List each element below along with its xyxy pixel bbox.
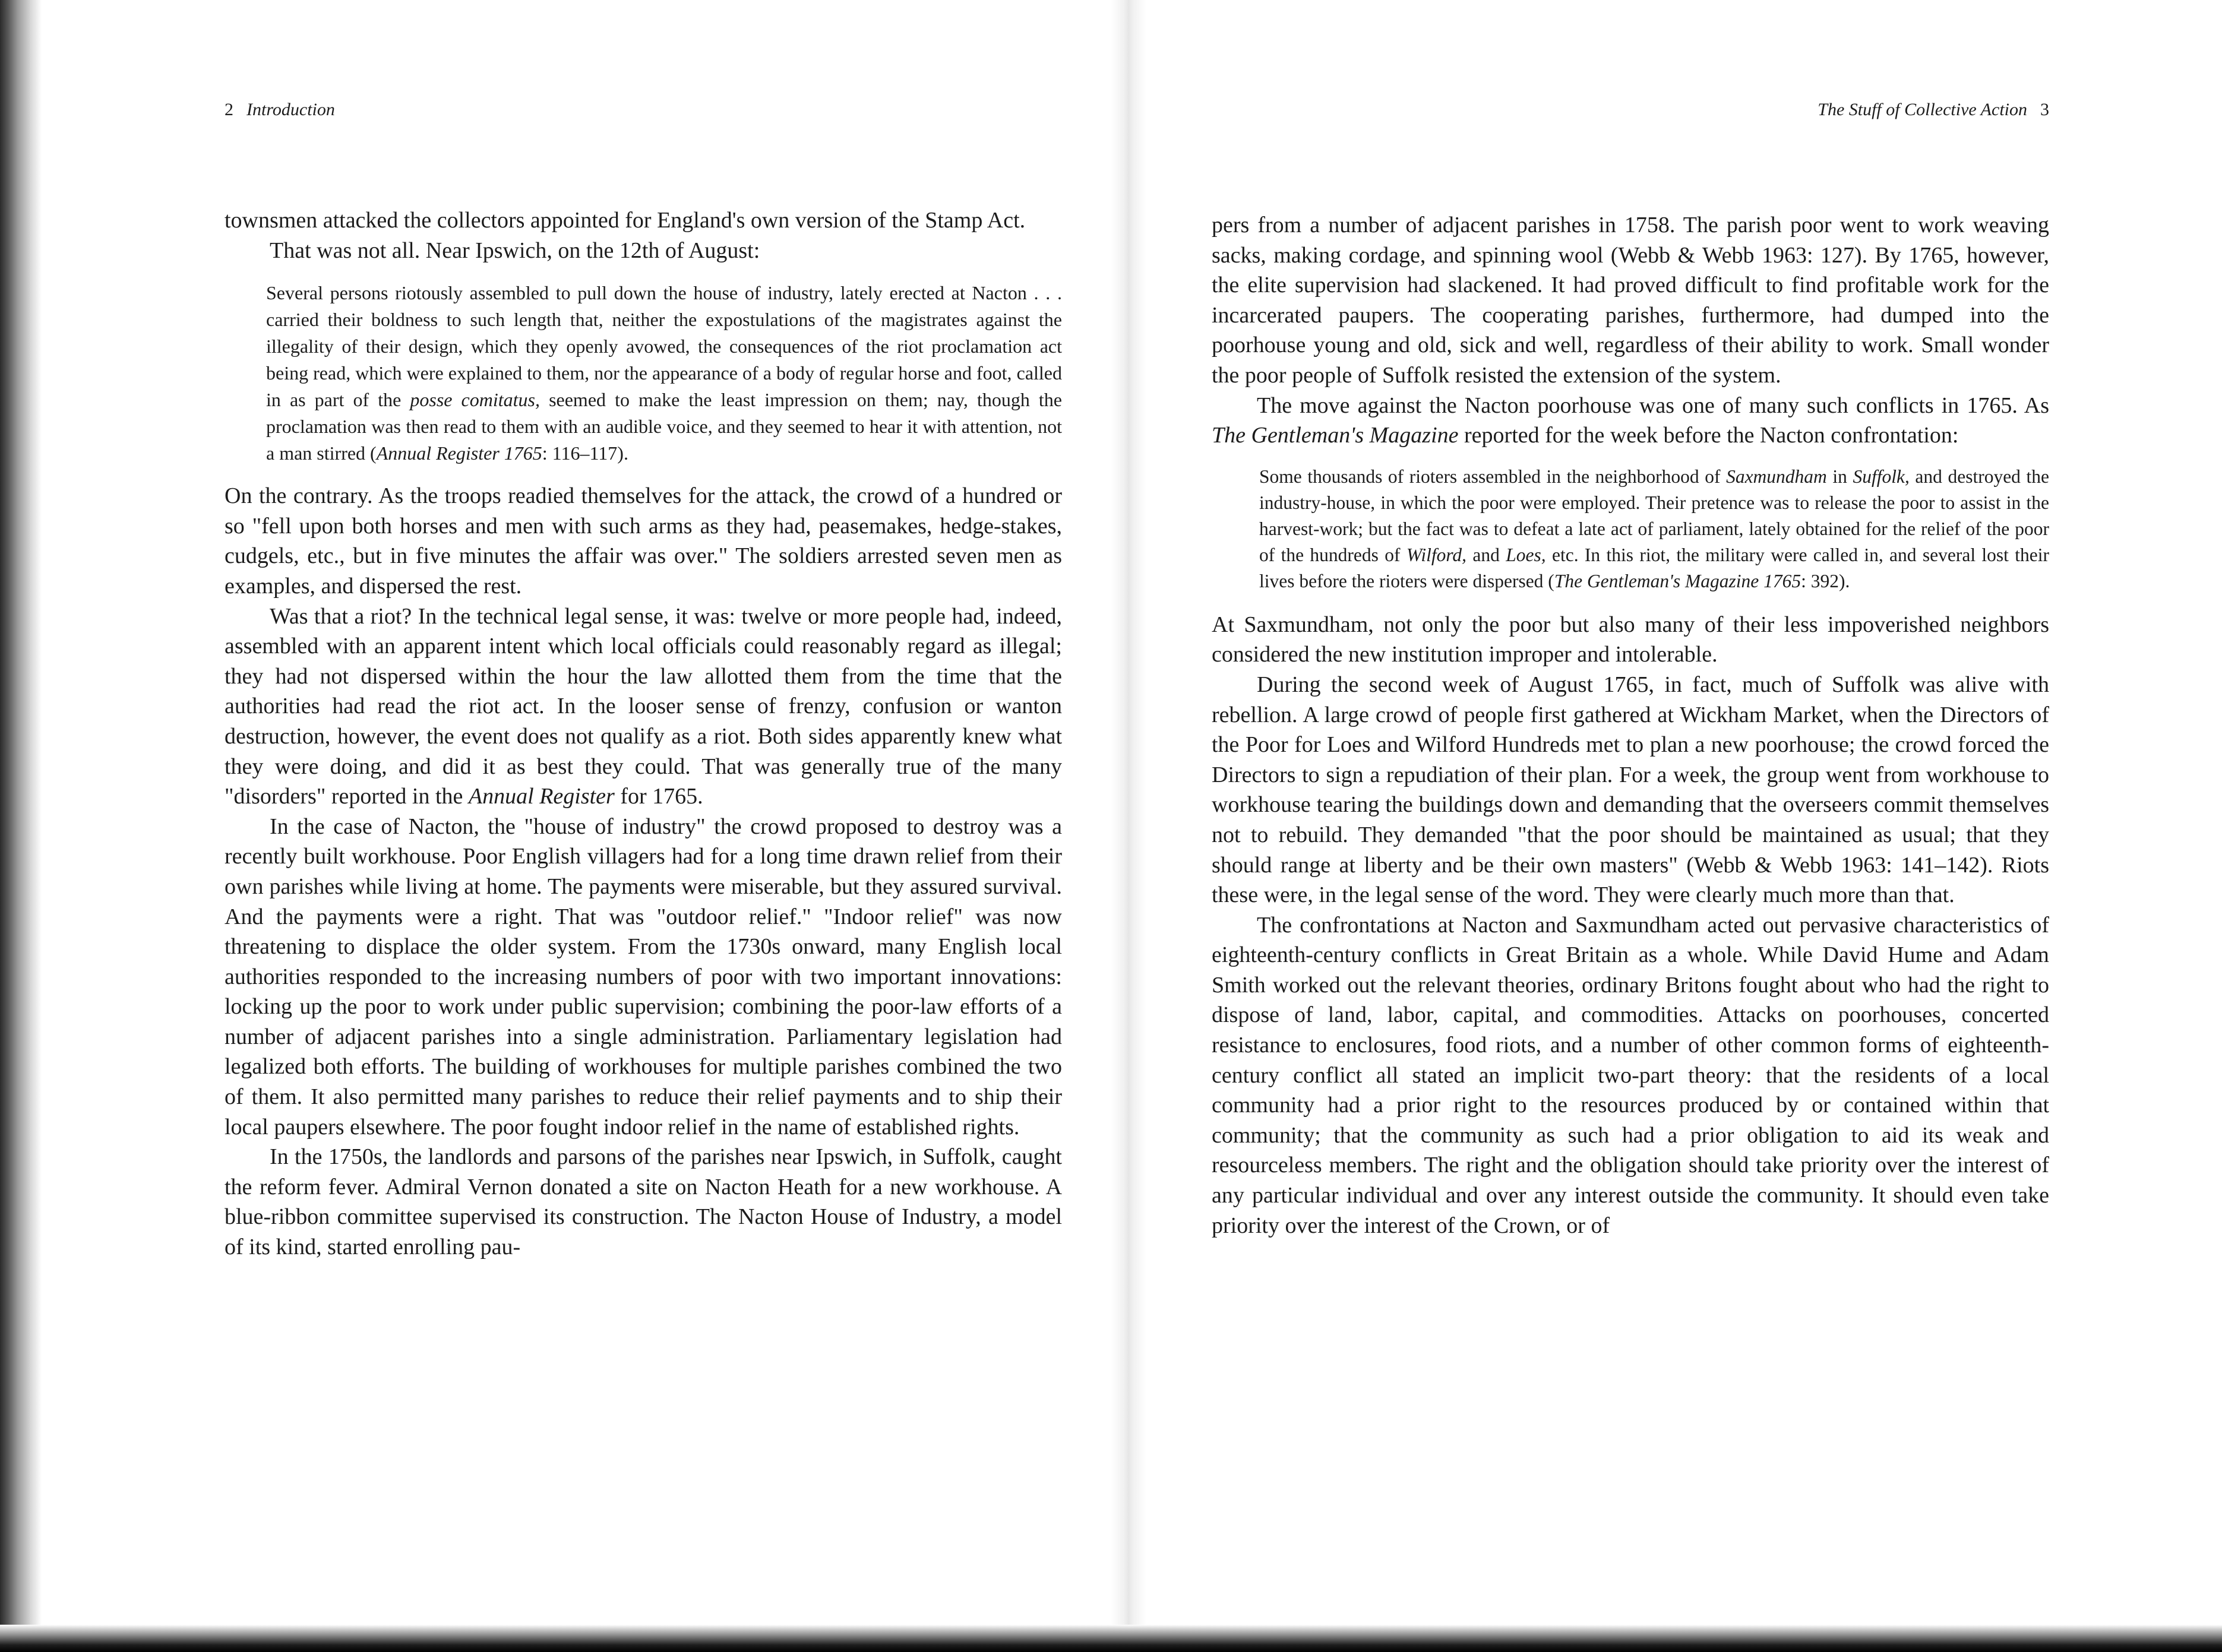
paragraph: The confrontations at Nacton and Saxmundham acted out pervasive characteristics of eighteenth-century conflicts in Great Britain as a whole. While David Hume and Adam Smith worked out the relevant theories, ordinary Britons fought about who had the right to dispose of land, labor, capital, and commodities. Attacks on poorhouses, concerted resistance to enclosures, food riots, and a number of other common forms of eighteenth-century conflict all stated an implicit two-part theory: that the residents of a local community had a prior right to the resources produced by or contained within that community; that the community as such had a prior obligation to aid its weak and resourceless members. The right and the obligation should take priority over the interest of any particular individual and over any interest outside the community. It should even take priority over the interest of the Crown, or of [1212, 912, 2049, 1238]
paragraph: In the 1750s, the landlords and parsons of the parishes near Ipswich, in Suffolk, caught the reform fever. Admiral Vernon donated a site on Nacton Heath for a new workhouse. A blue-ribbon committee supervised its construction. The Nacton House of Industry, a model of its kind, started enrolling pau- [225, 1144, 1062, 1260]
paragraph: That was not all. Near Ipswich, on the 12th of August: [270, 238, 760, 263]
page-number: 2 [225, 100, 233, 119]
paragraph: The move against the Nacton poorhouse was one of many such conflicts in 1765. As The Gentleman's Magazine reported for the week before the Nacton confrontation: [1212, 393, 2049, 448]
paragraph: pers from a number of adjacent parishes in 1758. The parish poor went to work weaving sacks, making cordage, and spinning wool (Webb & Webb 1963: 127). By 1765, however, the elite supervision had slackened. It had proved difficult to find profitable work for the incarcerated paupers. The cooperating parishes, furthermore, had dumped into the poorhouse young and old, sick and well, regardless of their ability to work. Small wonder the poor people of Suffolk resisted the extension of the system. [1212, 213, 2049, 388]
scan-bottom-edge [0, 1625, 2222, 1652]
paragraph: At Saxmundham, not only the poor but also many of their less impoverished neighbors considered the new institution improper and intolerable. [1212, 612, 2049, 667]
paragraph: townsmen attacked the collectors appointed for England's own version of the Stamp Act. [225, 208, 1026, 233]
paragraph: During the second week of August 1765, in fact, much of Suffolk was alive with rebellion. A large crowd of people first gathered at Wickham Market, when the Directors of the Poor for Loes and Wilford Hundreds met to plan a new poorhouse; the crowd forced the Directors to sign a repudiation of their plan. For a week, the group went from workhouse to workhouse tearing the buildings down and demanding that the overseers commit themselves not to rebuild. They demanded "that the poor should be maintained as usual; that they should range at liberty and be their own masters" (Webb & Webb 1963: 141–142). Riots these were, in the legal sense of the word. They were clearly much more than that. [1212, 672, 2049, 908]
paragraph: On the contrary. As the troops readied themselves for the attack, the crowd of a hundred or so "fell upon both horses and men with such arms as they had, peasemakes, hedge-stakes, cudgels, etc., but in five minutes the affair was over." The soldiers arrested seven men as examples, and dispersed the rest. [225, 483, 1062, 599]
left-page [225, 0, 1062, 1603]
block-quote: Several persons riotously assembled to pull down the house of industry, lately erected at Nacton . . . carried their boldness to such length that, neither the expostulations of the magistrates against the illegality of their design, which they openly avowed, the consequences of the riot proclamation act being read, which were explained to them, nor the appearance of a body of regular horse and foot, called in as part of the posse comitatus, seemed to make the least impression on them; nay, though the proclamation was then read to them with an audible voice, and they seemed to hear it with attention, not a man stirred (Annual Register 1765: 116–117). [266, 282, 1063, 464]
block-quote: Some thousands of rioters assembled in the neighborhood of Saxmundham in Suffolk, and destroyed the industry-house, in which the poor were employed. Their pretence was to release the poor to assist in the harvest-work; but the fact was to defeat a late act of parliament, lately obtained for the relief of the poor of the hundreds of Wilford, and Loes, etc. In this riot, the military were called in, and several lost their lives before the rioters were dispersed (The Gentleman's Magazine 1765: 392). [1259, 466, 2049, 591]
running-head-title: The Stuff of Collective Action [1818, 100, 2027, 119]
right-page [1212, 0, 2049, 1603]
running-head [225, 100, 335, 120]
page-edge-shadow [0, 0, 42, 1652]
body-text [1212, 210, 2049, 1240]
book-gutter [1111, 0, 1146, 1652]
page-number: 3 [2040, 100, 2049, 119]
running-head-title: Introduction [246, 100, 335, 119]
body-text [225, 205, 1062, 1262]
paragraph: In the case of Nacton, the "house of industry" the crowd proposed to destroy was a recently built workhouse. Poor English villagers had for a long time drawn relief from their own parishes while living at home. The payments were miserable, but they assured survival. And the payments were a right. That was "outdoor relief." "Indoor relief" was now threatening to displace the older system. From the 1730s onward, many English local authorities responded to the increasing numbers of poor with two important innovations: locking up the poor to work under public supervision; combining the poor-law efforts of a number of adjacent parishes into a single administration. Parliamentary legislation had legalized both efforts. The building of workhouses for multiple parishes combined the two of them. It also permitted many parishes to reduce their relief payments and to ship their local paupers elsewhere. The poor fought indoor relief in the name of established rights. [225, 814, 1062, 1140]
running-head [1818, 100, 2049, 120]
paragraph: Was that a riot? In the technical legal sense, it was: twelve or more people had, indeed, assembled with an apparent intent which local officials could reasonably regard as illegal; they had not dispersed within the hour the law allotted them from the time that the authorities had read the riot act. In the looser sense of frenzy, confusion or wanton destruction, however, the event does not qualify as a riot. Both sides apparently knew what they were doing, and did it as best they could. That was generally true of the many "disorders" reported in the Annual Register for 1765. [225, 603, 1062, 809]
